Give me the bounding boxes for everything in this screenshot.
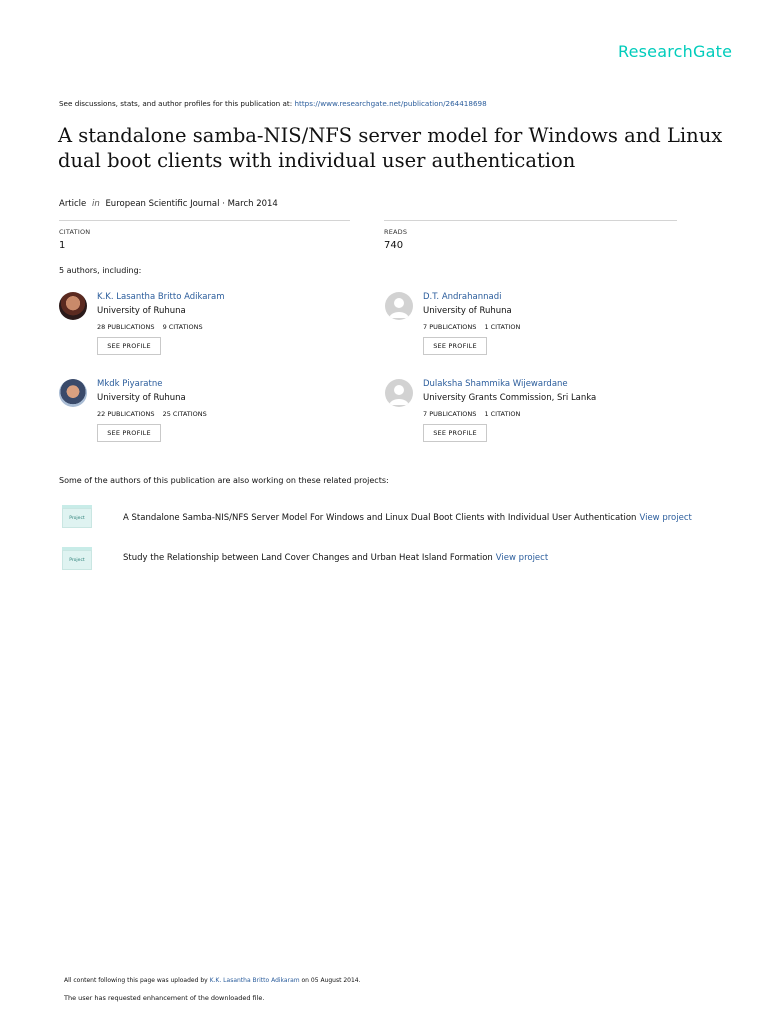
see-profile-button[interactable]: SEE PROFILE <box>423 424 487 442</box>
author-publications: 7 PUBLICATIONS <box>423 323 477 331</box>
project-icon-label: Project <box>62 508 92 528</box>
view-project-link[interactable]: View project <box>495 553 549 563</box>
project-item <box>123 553 548 563</box>
title-line-1: A standalone samba-NIS/NFS server model for Windows and Linux <box>58 124 723 147</box>
author-stats <box>423 410 520 418</box>
divider <box>384 220 677 221</box>
author-institution: University of Ruhuna <box>97 306 186 316</box>
author-citations: 1 CITATION <box>484 323 521 331</box>
view-project-link[interactable]: View project <box>639 513 692 523</box>
author-name[interactable]: D.T. Andrahannadi <box>423 292 502 302</box>
author-publications: 22 PUBLICATIONS <box>97 410 155 418</box>
discussion-notice-text: See discussions, stats, and author profiles for this publication at: <box>59 99 293 108</box>
author-stats <box>423 323 520 331</box>
project-item <box>123 513 692 523</box>
uploader-link[interactable]: K.K. Lasantha Britto Adikaram <box>209 977 300 984</box>
author-card <box>385 379 685 449</box>
publication-url-link[interactable]: https://www.researchgate.net/publication/264418698 <box>294 99 487 108</box>
author-card <box>59 379 359 449</box>
see-profile-button[interactable]: SEE PROFILE <box>97 337 161 355</box>
project-title: A Standalone Samba-NIS/NFS Server Model For Windows and Linux Dual Boot Clients with Individual User Authentication <box>123 513 637 523</box>
author-card <box>385 292 685 362</box>
project-icon-label: Project <box>62 550 92 570</box>
author-name[interactable]: K.K. Lasantha Britto Adikaram <box>97 292 225 302</box>
reads-value: 740 <box>384 240 404 251</box>
upload-prefix: All content following this page was uploaded by <box>64 977 208 984</box>
project-icon <box>62 505 92 529</box>
journal-info: European Scientific Journal · March 2014 <box>105 199 278 209</box>
title-line-2: dual boot clients with individual user authentication <box>58 149 576 172</box>
author-name[interactable]: Dulaksha Shammika Wijewardane <box>423 379 568 389</box>
author-institution: University Grants Commission, Sri Lanka <box>423 393 597 403</box>
related-projects-heading: Some of the authors of this publication are also working on these related projects: <box>59 476 389 485</box>
author-publications: 7 PUBLICATIONS <box>423 410 477 418</box>
avatar[interactable] <box>385 379 413 407</box>
author-name[interactable]: Mkdk Piyaratne <box>97 379 163 389</box>
see-profile-button[interactable]: SEE PROFILE <box>97 424 161 442</box>
default-avatar-icon <box>385 292 413 320</box>
author-card <box>59 292 359 362</box>
upload-notice <box>64 977 361 984</box>
divider <box>59 220 350 221</box>
author-publications: 28 PUBLICATIONS <box>97 323 155 331</box>
avatar[interactable] <box>59 292 87 320</box>
see-profile-button[interactable]: SEE PROFILE <box>423 337 487 355</box>
citation-stat <box>59 228 90 251</box>
author-stats <box>97 323 203 331</box>
enhancement-note: The user has requested enhancement of the downloaded file. <box>64 994 265 1002</box>
article-type: Article <box>59 199 87 209</box>
author-citations: 25 CITATIONS <box>162 410 207 418</box>
project-title: Study the Relationship between Land Cover Changes and Urban Heat Island Formation <box>123 553 493 563</box>
citation-label: CITATION <box>59 228 91 236</box>
author-stats <box>97 410 207 418</box>
researchgate-logo[interactable]: ResearchGate <box>618 42 733 61</box>
reads-stat <box>384 228 407 251</box>
avatar[interactable] <box>59 379 87 407</box>
authors-heading: 5 authors, including: <box>59 266 142 275</box>
author-institution: University of Ruhuna <box>97 393 186 403</box>
publication-title <box>58 123 738 173</box>
meta-in: in <box>91 199 100 209</box>
avatar[interactable] <box>385 292 413 320</box>
upload-suffix: on 05 August 2014. <box>301 977 361 984</box>
citation-value: 1 <box>59 240 66 251</box>
project-icon <box>62 547 92 571</box>
publication-meta <box>59 199 278 209</box>
reads-label: READS <box>384 228 408 236</box>
default-avatar-icon <box>385 379 413 407</box>
discussion-notice <box>59 99 487 108</box>
author-citations: 1 CITATION <box>484 410 521 418</box>
author-citations: 9 CITATIONS <box>162 323 203 331</box>
author-institution: University of Ruhuna <box>423 306 512 316</box>
